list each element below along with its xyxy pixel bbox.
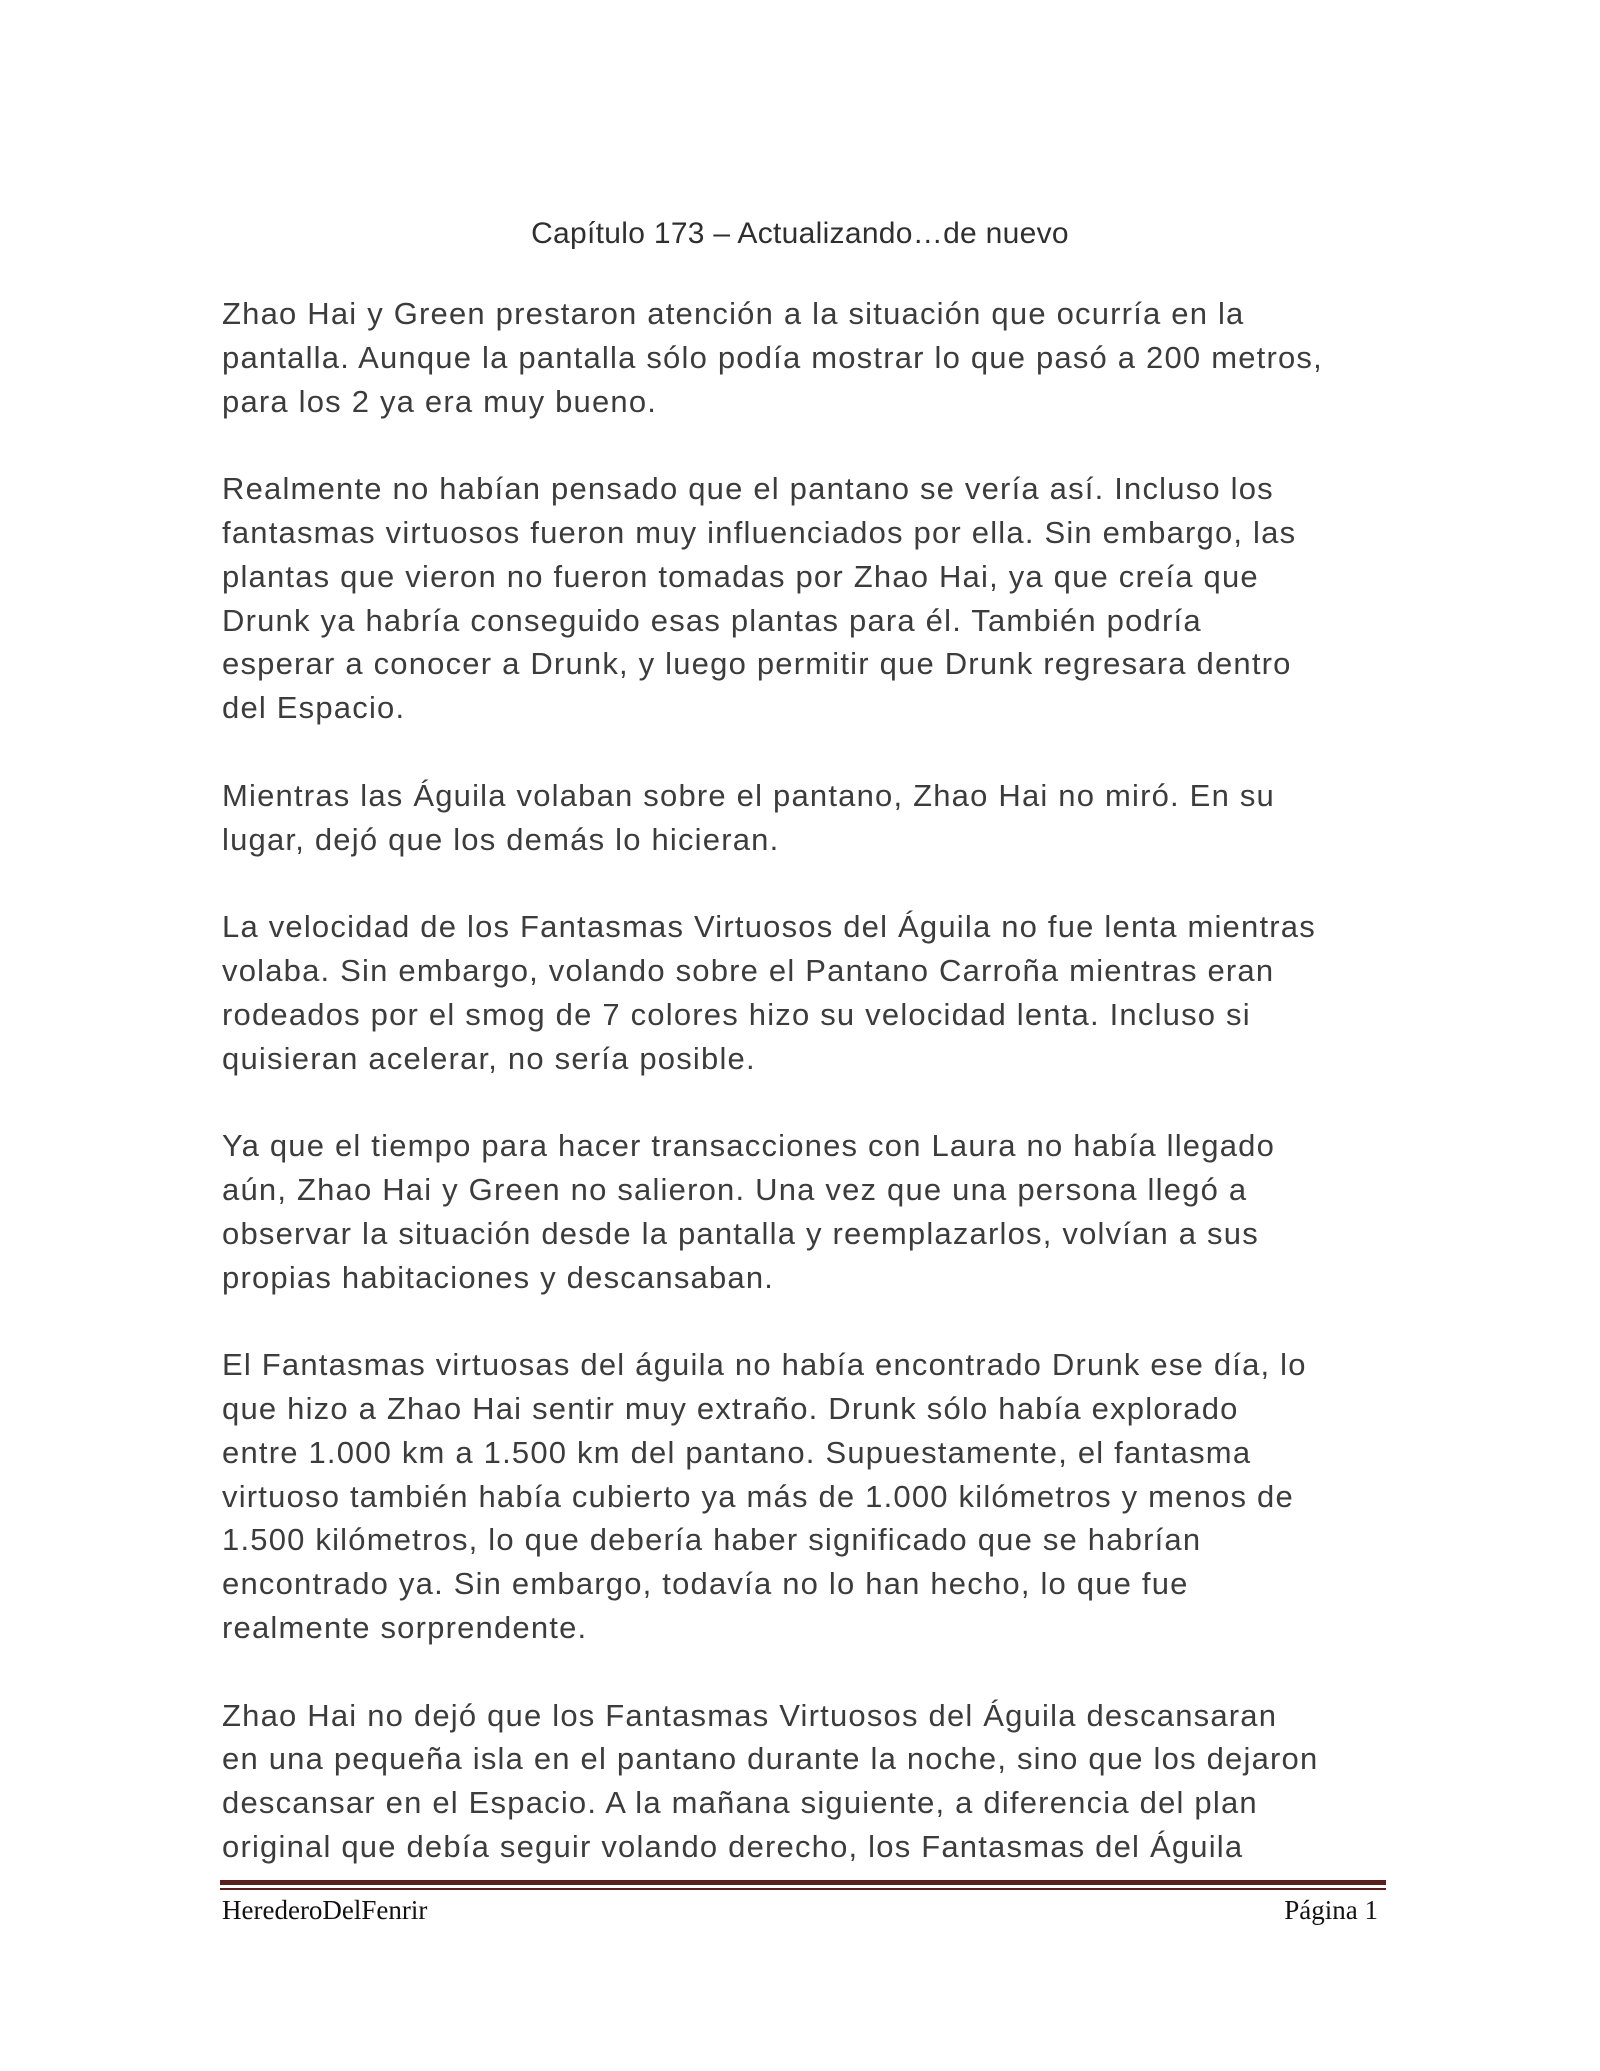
paragraph: La velocidad de los Fantasmas Virtuosos del Águila no fue lenta mientras volaba. Sin embargo, volando sobre el Pantano Carroña mientras eran rodeados por el smog de 7 colores hizo su velocidad lenta. Incluso si quisieran acelerar, no sería posible.	[222, 909, 1316, 1076]
paragraph: Mientras las Águila volaban sobre el pantano, Zhao Hai no miró. En su lugar, dejó que los demás lo hicieran.	[222, 777, 1275, 857]
paragraph: Zhao Hai y Green prestaron atención a la situación que ocurría en la pantalla. Aunque la pantalla sólo podía mostrar lo que pasó a 200 metros, para los 2 ya era muy bueno.	[222, 296, 1323, 419]
footer-page-number: Página 1	[1284, 1895, 1378, 1925]
footer-author: HerederoDelFenrir	[222, 1895, 428, 1925]
page-title: Capítulo 173 – Actualizando…de nuevo	[531, 217, 1069, 250]
paragraph: Realmente no habían pensado que el pantano se vería así. Incluso los fantasmas virtuosos fueron muy influenciados por ella. Sin embargo, las plantas que vieron no fueron tomadas por Zhao Hai, ya que creía que Drunk ya habría conseguido esas plantas para él. También podría esperar a conocer a Drunk, y luego permitir que Drunk regresara dentro del Espacio.	[222, 471, 1297, 726]
footer-divider	[220, 1880, 1386, 1885]
footer-divider-thin	[220, 1888, 1386, 1890]
paragraph: El Fantasmas virtuosas del águila no había encontrado Drunk ese día, lo que hizo a Zhao Hai sentir muy extraño. Drunk sólo había explorado entre 1.000 km a 1.500 km del pantano. Supuestamente, el fantasma virtuoso también había cubierto ya más de 1.000 kilómetros y menos de 1.500 kilómetros, lo que debería haber significado que se habrían encontrado ya. Sin embargo, todavía no lo han hecho, lo que fue realmente sorprendente.	[222, 1347, 1307, 1645]
paragraph: Zhao Hai no dejó que los Fantasmas Virtuosos del Águila descansaran en una pequeña isla en el pantano durante la noche, sino que los dejaron descansar en el Espacio. A la mañana siguiente, a diferencia del plan original que debía seguir volando derecho, los Fantasmas del Águila	[222, 1697, 1319, 1864]
paragraph: Ya que el tiempo para hacer transacciones con Laura no había llegado aún, Zhao Hai y Green no salieron. Una vez que una persona llegó a observar la situación desde la pantalla y reemplazarlos, volvían a sus propias habitaciones y descansaban.	[222, 1128, 1276, 1295]
document-body	[222, 292, 1392, 1912]
